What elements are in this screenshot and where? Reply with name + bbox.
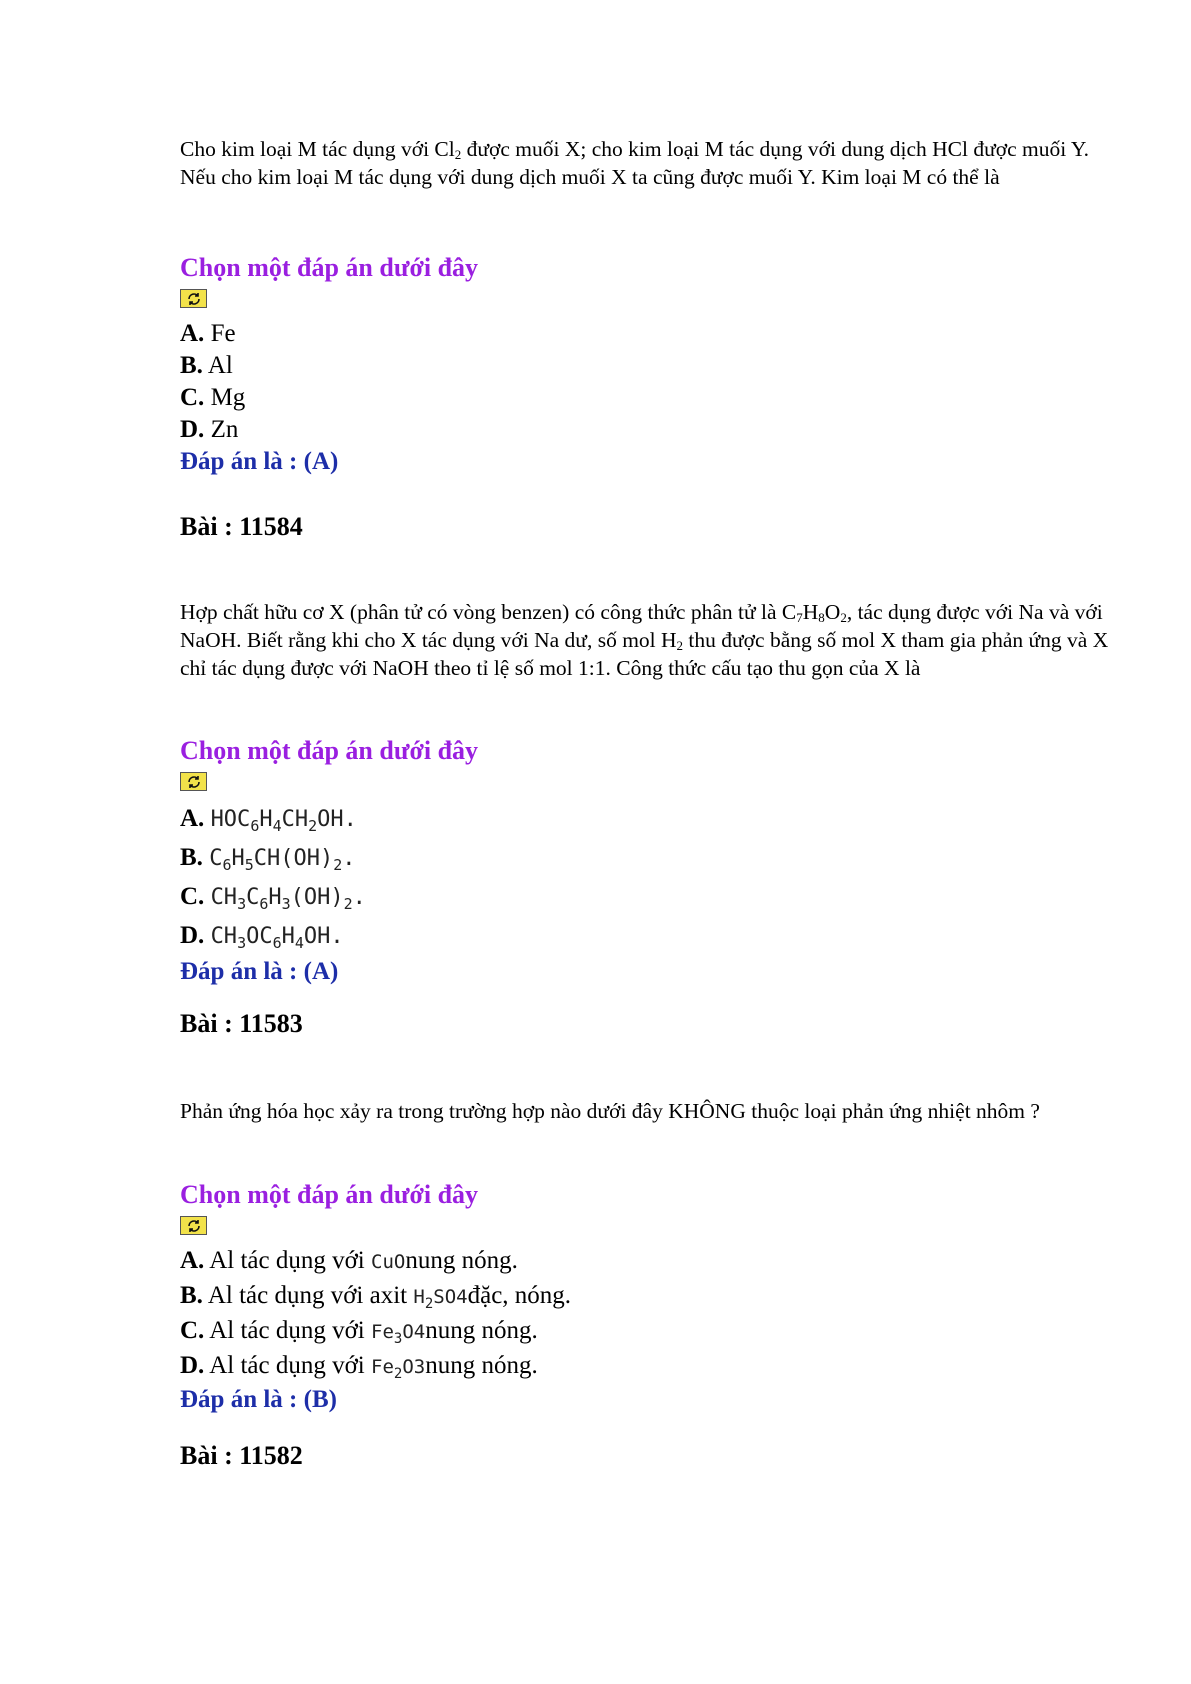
refresh-icon[interactable] [180, 772, 207, 791]
options-list [180, 800, 1120, 988]
problem-number: Bài : 11582 [180, 1441, 303, 1470]
option-b[interactable]: B. Al tác dụng với axit $H_2SO4đặc$, nóng. [180, 1282, 572, 1312]
option-d[interactable]: D. Al tác dụng với $Fe_2O3nung$ nóng. [180, 1352, 538, 1382]
question-text: Phản ứng hóa học xảy ra trong trường hợp nào dưới đây KHÔNG thuộc loại phản ứng nhiệt nhôm ? [180, 1099, 1040, 1123]
option-a[interactable]: A. Fe [180, 320, 236, 347]
problem-number: Bài : 11583 [180, 1009, 303, 1038]
option-d[interactable]: D. $CH_3OC_6H_4OH$. [180, 922, 344, 952]
refresh-icon[interactable] [180, 1216, 207, 1235]
formula: $H_2SO4$ [413, 1286, 468, 1312]
formula: CuO [371, 1251, 406, 1273]
problem-number: Bài : 11584 [180, 512, 303, 541]
option-c[interactable]: C. $CH_3C_6H_3(OH)_2$. [180, 883, 366, 913]
answer-text: Đáp án là : (A) [180, 958, 339, 985]
formula: $Fe_3O4$ [371, 1321, 426, 1347]
choose-prompt: Chọn một đáp án dưới đây [180, 1180, 479, 1209]
question-text: Hợp chất hữu cơ X (phân tử có vòng benzen) có công thức phân tử là $C_7H_8O_2$, tác dụng được với Na và với NaOH. Biết rằng khi cho X tác dụng với Na dư, số mol $H_2$ thu được bằng số mol X tham gia phản ứng và X chỉ tác dụng được với NaOH theo tỉ lệ số mol 1:1. Công thức cấu tạo thu gọn của X là [180, 600, 1109, 680]
choose-prompt: Chọn một đáp án dưới đây [180, 253, 479, 282]
answer-toggle[interactable] [180, 768, 1120, 796]
formula: $CH_3C_6H_3(OH)_2$. [210, 885, 366, 913]
formula: $C_6H_5CH(OH)_2$. [209, 846, 356, 874]
answer-text: Đáp án là : (B) [180, 1386, 337, 1413]
formula: $CH_3OC_6H_4OH$. [210, 924, 344, 952]
answer-text: Đáp án là : (A) [180, 448, 339, 475]
options-list [180, 1244, 1120, 1416]
formula: $HOC_6H_4CH_2OH$. [210, 807, 357, 835]
options-list [180, 318, 1120, 478]
option-a[interactable]: A. Al tác dụng với CuOnung nóng. [180, 1247, 518, 1274]
formula: $Fe_2O3$ [371, 1356, 426, 1382]
question-text: Cho kim loại M tác dụng với $Cl_2$ được muối X; cho kim loại M tác dụng với dung dịch HCl được muối Y. Nếu cho kim loại M tác dụng với dung dịch muối X ta cũng được muối Y. Kim loại M có thể là [180, 137, 1089, 189]
option-b[interactable]: B. Al [180, 352, 233, 379]
answer-toggle[interactable] [180, 1212, 1120, 1240]
option-d[interactable]: D. Zn [180, 416, 239, 443]
option-c[interactable]: C. Mg [180, 384, 246, 411]
option-b[interactable]: B. $C_6H_5CH(OH)_2$. [180, 844, 356, 874]
option-c[interactable]: C. Al tác dụng với $Fe_3O4nung$ nóng. [180, 1317, 538, 1347]
refresh-icon[interactable] [180, 289, 207, 308]
option-a[interactable]: A. $HOC_6H_4CH_2OH$. [180, 805, 357, 835]
answer-toggle[interactable] [180, 285, 1120, 313]
choose-prompt: Chọn một đáp án dưới đây [180, 736, 479, 765]
